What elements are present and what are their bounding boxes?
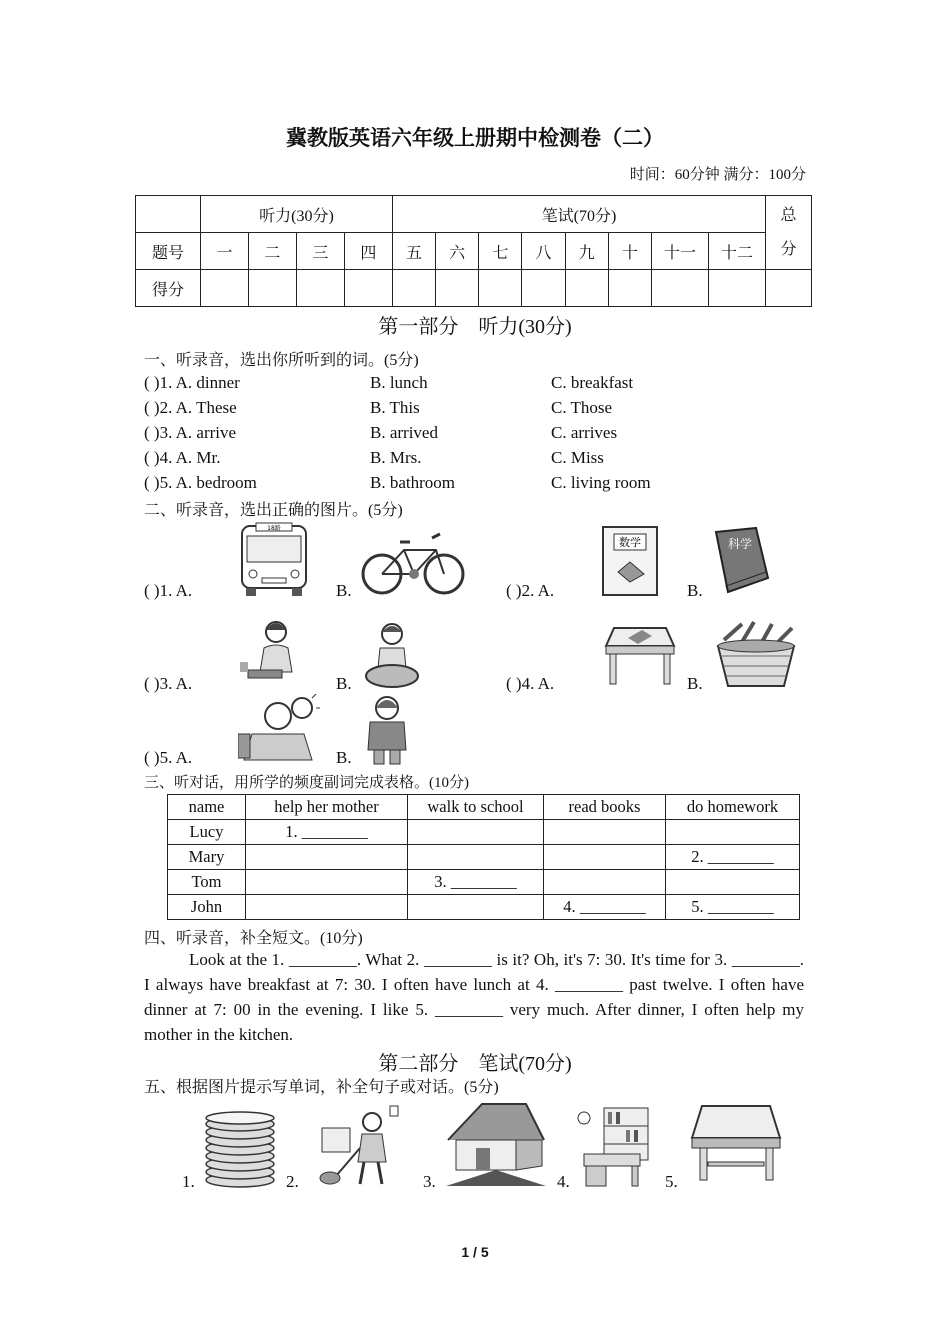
q5-label: 1. (182, 1172, 195, 1191)
q2-label: ( )4. A. (506, 674, 555, 693)
cell (408, 820, 544, 845)
q2-heading: 二、听录音，选出正确的图片。(5分) (144, 502, 403, 519)
cell (408, 895, 544, 920)
score-cell[interactable] (709, 270, 766, 307)
score-cell[interactable] (479, 270, 522, 307)
score-cell[interactable] (344, 270, 392, 307)
part1-heading: 第一部分 听力(30分) (378, 316, 572, 338)
part2-heading: 第二部分 笔试(70分) (378, 1053, 572, 1075)
table-row (168, 895, 800, 920)
science-book-image (712, 526, 772, 596)
cell (666, 870, 800, 895)
section-number: 十二 (709, 233, 766, 270)
table-row (168, 820, 800, 845)
row-label-score: 得分 (136, 270, 201, 307)
answer-blank[interactable]: 2. ________ (666, 845, 800, 870)
house-image (446, 1100, 548, 1190)
girl-cooking-image (238, 618, 300, 690)
q2-label: B. (687, 674, 703, 693)
section-number: 二 (248, 233, 296, 270)
q2-label: B. (336, 581, 352, 600)
q1-item: ( )1. A. dinner B. lunch C. breakfast (144, 373, 634, 392)
q4-passage: Look at the 1. ________. What 2. ________ is it? Oh, it's 7: 30. It's time for 3. ________. I always have breakfast at 7: 30. I often have lunch at 4. ________ past twelve. I often have dinner at 7: 00 in the evening. I like 5. ________ very much. After dinner, I often help my mother in the kitchen. (144, 950, 804, 1044)
answer-blank[interactable]: 1. ________ (246, 820, 408, 845)
section-number: 十一 (652, 233, 709, 270)
score-cell[interactable] (248, 270, 296, 307)
study-room-image (576, 1104, 654, 1190)
total-header: 总分 (766, 196, 812, 270)
q3-heading: 三、听对话，用所学的频度副词完成表格。(10分) (144, 775, 469, 791)
cell (544, 870, 666, 895)
hot-weather-image (238, 694, 324, 766)
name-cell: Mary (168, 845, 246, 870)
q5-label: 4. (557, 1172, 570, 1191)
q2-label: ( )3. A. (144, 674, 193, 693)
cell (544, 845, 666, 870)
cold-weather-image (362, 694, 412, 766)
score-cell[interactable] (652, 270, 709, 307)
q2-label: ( )1. A. (144, 581, 193, 600)
q2-label: ( )5. A. (144, 748, 193, 767)
section-number: 七 (479, 233, 522, 270)
writing-header: 笔试(70分) (392, 196, 765, 233)
cell (544, 820, 666, 845)
bus-image (238, 522, 310, 598)
table-row (168, 870, 800, 895)
col-header: name (168, 795, 246, 820)
score-cell[interactable] (608, 270, 651, 307)
q4-heading: 四、听录音，补全短文。(10分) (144, 930, 363, 947)
q2-label: B. (687, 581, 703, 600)
col-header: walk to school (408, 795, 544, 820)
q5-label: 5. (665, 1172, 678, 1191)
table-image (688, 1104, 784, 1184)
q1-item: ( )2. A. These B. This C. Those (144, 398, 613, 417)
page-number: 1 / 5 (461, 1244, 489, 1260)
answer-blank[interactable]: 3. ________ (408, 870, 544, 895)
name-cell: Tom (168, 870, 246, 895)
q2-label: B. (336, 748, 352, 767)
score-cell[interactable] (201, 270, 249, 307)
table-header-row (168, 795, 800, 820)
bicycle-image (360, 528, 466, 596)
basket-of-carrots-image (712, 620, 800, 690)
listening-header: 听力(30分) (201, 196, 393, 233)
q5-label: 2. (286, 1172, 299, 1191)
section-number: 八 (522, 233, 565, 270)
section-number: 一 (201, 233, 249, 270)
q1-item: ( )5. A. bedroom B. bathroom C. living room (144, 473, 651, 492)
score-cell[interactable] (392, 270, 435, 307)
cell (666, 820, 800, 845)
svg-text:科学: 科学 (727, 537, 753, 551)
score-cell[interactable] (436, 270, 479, 307)
answer-blank[interactable]: 5. ________ (666, 895, 800, 920)
section-number: 四 (344, 233, 392, 270)
score-cell[interactable] (296, 270, 344, 307)
q1-item: ( )3. A. arrive B. arrived C. arrives (144, 423, 618, 442)
cell (408, 845, 544, 870)
cell (246, 895, 408, 920)
table-row (168, 845, 800, 870)
section-number: 三 (296, 233, 344, 270)
q2-label: B. (336, 674, 352, 693)
q1-item: ( )4. A. Mr. B. Mrs. C. Miss (144, 448, 604, 467)
col-header: read books (544, 795, 666, 820)
name-cell: John (168, 895, 246, 920)
math-book-image (600, 524, 662, 598)
score-cell[interactable] (522, 270, 565, 307)
svg-text:18路: 18路 (267, 525, 281, 532)
section-number: 十 (608, 233, 651, 270)
q2-label: ( )2. A. (506, 581, 555, 600)
q1-heading: 一、听录音，选出你所听到的词。(5分) (144, 352, 419, 369)
row-label-number: 题号 (136, 233, 201, 270)
time-score-info: 时间：60分钟 满分：100分 (629, 167, 806, 183)
score-cell[interactable] (565, 270, 608, 307)
col-header: help her mother (246, 795, 408, 820)
q5-label: 3. (423, 1172, 436, 1191)
section-number: 九 (565, 233, 608, 270)
girl-washing-image (360, 620, 420, 690)
score-cell[interactable] (766, 270, 812, 307)
section-number: 六 (436, 233, 479, 270)
cell (246, 845, 408, 870)
girl-vacuuming-image (316, 1104, 408, 1190)
page-title: 冀教版英语六年级上册期中检测卷（二） (286, 126, 664, 150)
section-number: 五 (392, 233, 435, 270)
answer-blank[interactable]: 4. ________ (544, 895, 666, 920)
col-header: do homework (666, 795, 800, 820)
svg-text:数学: 数学 (619, 536, 641, 549)
cell (246, 870, 408, 895)
plates-stack-image (203, 1110, 277, 1190)
score-table (135, 195, 812, 307)
frequency-table (167, 794, 800, 920)
q5-heading: 五、根据图片提示写单词，补全句子或对话。(5分) (144, 1079, 499, 1096)
table-with-object-image (600, 624, 678, 690)
name-cell: Lucy (168, 820, 246, 845)
